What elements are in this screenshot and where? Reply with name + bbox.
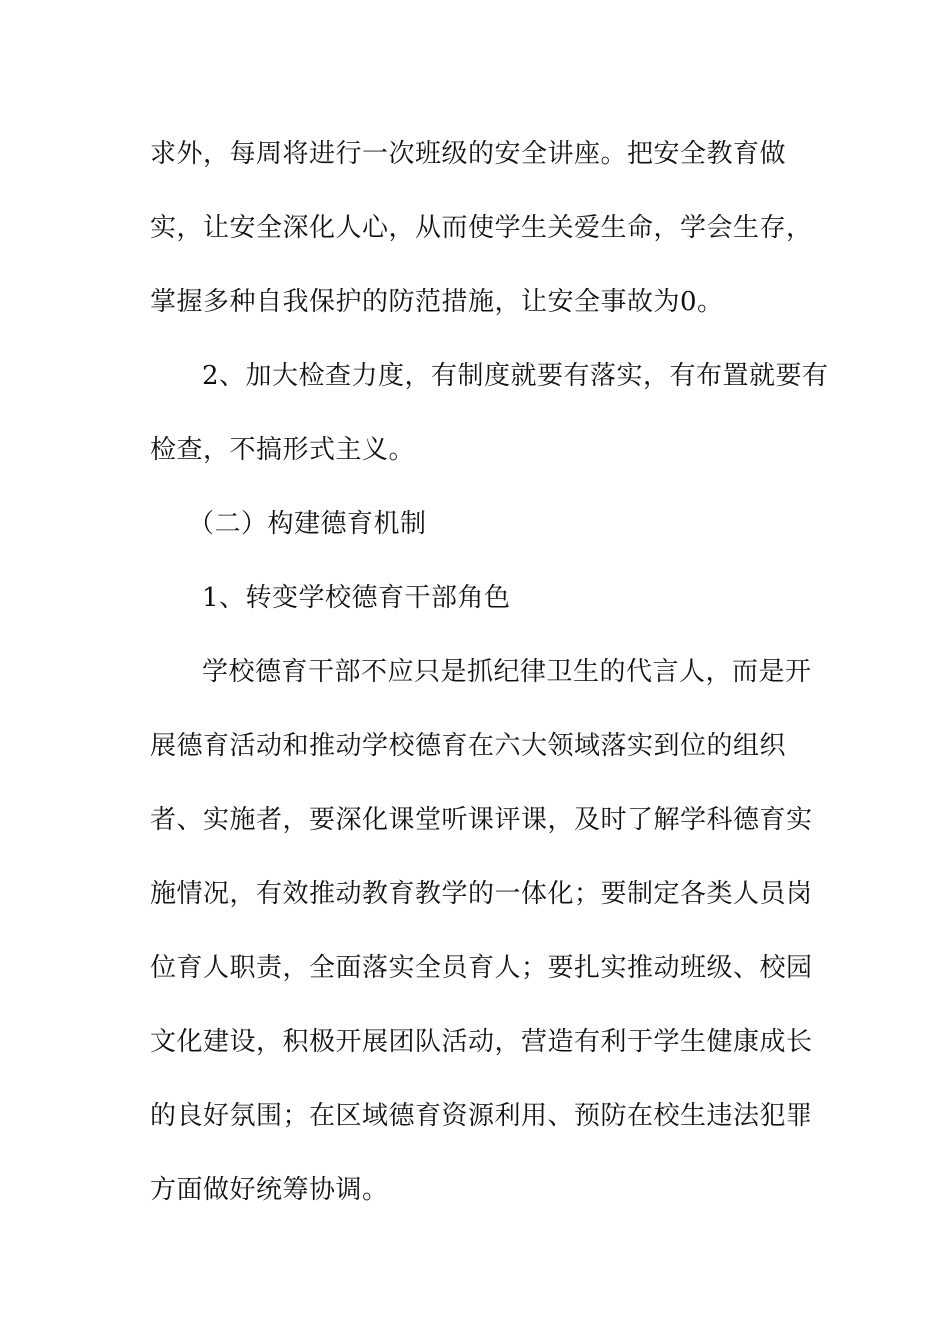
section-heading: （二）构建德育机制 [188,509,427,539]
subsection-heading: 1、转变学校德育干部角色 [202,583,511,613]
text-line: 实，让安全深化人心，从而使学生关爱生命，学会生存， [150,213,813,243]
text-line: 2、加大检查力度，有制度就要有落实，有布置就要有 [202,361,829,391]
text-line: 掌握多种自我保护的防范措施，让安全事故为0。 [150,287,724,317]
text-line: 施情况，有效推动教育教学的一体化；要制定各类人员岗 [150,879,813,909]
text-line: 展德育活动和推动学校德育在六大领域落实到位的组织 [150,731,787,761]
text-line: 检查，不搞形式主义。 [150,435,416,465]
text-line: 求外，每周将进行一次班级的安全讲座。把安全教育做 [150,139,787,169]
text-line: 学校德育干部不应只是抓纪律卫生的代言人，而是开 [202,657,812,687]
text-line: 方面做好统筹协调。 [150,1175,389,1205]
text-line: 者、实施者，要深化课堂听课评课，及时了解学科德育实 [150,805,813,835]
text-line: 位育人职责，全面落实全员育人；要扎实推动班级、校园 [150,953,813,983]
text-line: 文化建设，积极开展团队活动，营造有利于学生健康成长 [150,1027,813,1057]
text-line: 的良好氛围；在区域德育资源利用、预防在校生违法犯罪 [150,1101,813,1131]
